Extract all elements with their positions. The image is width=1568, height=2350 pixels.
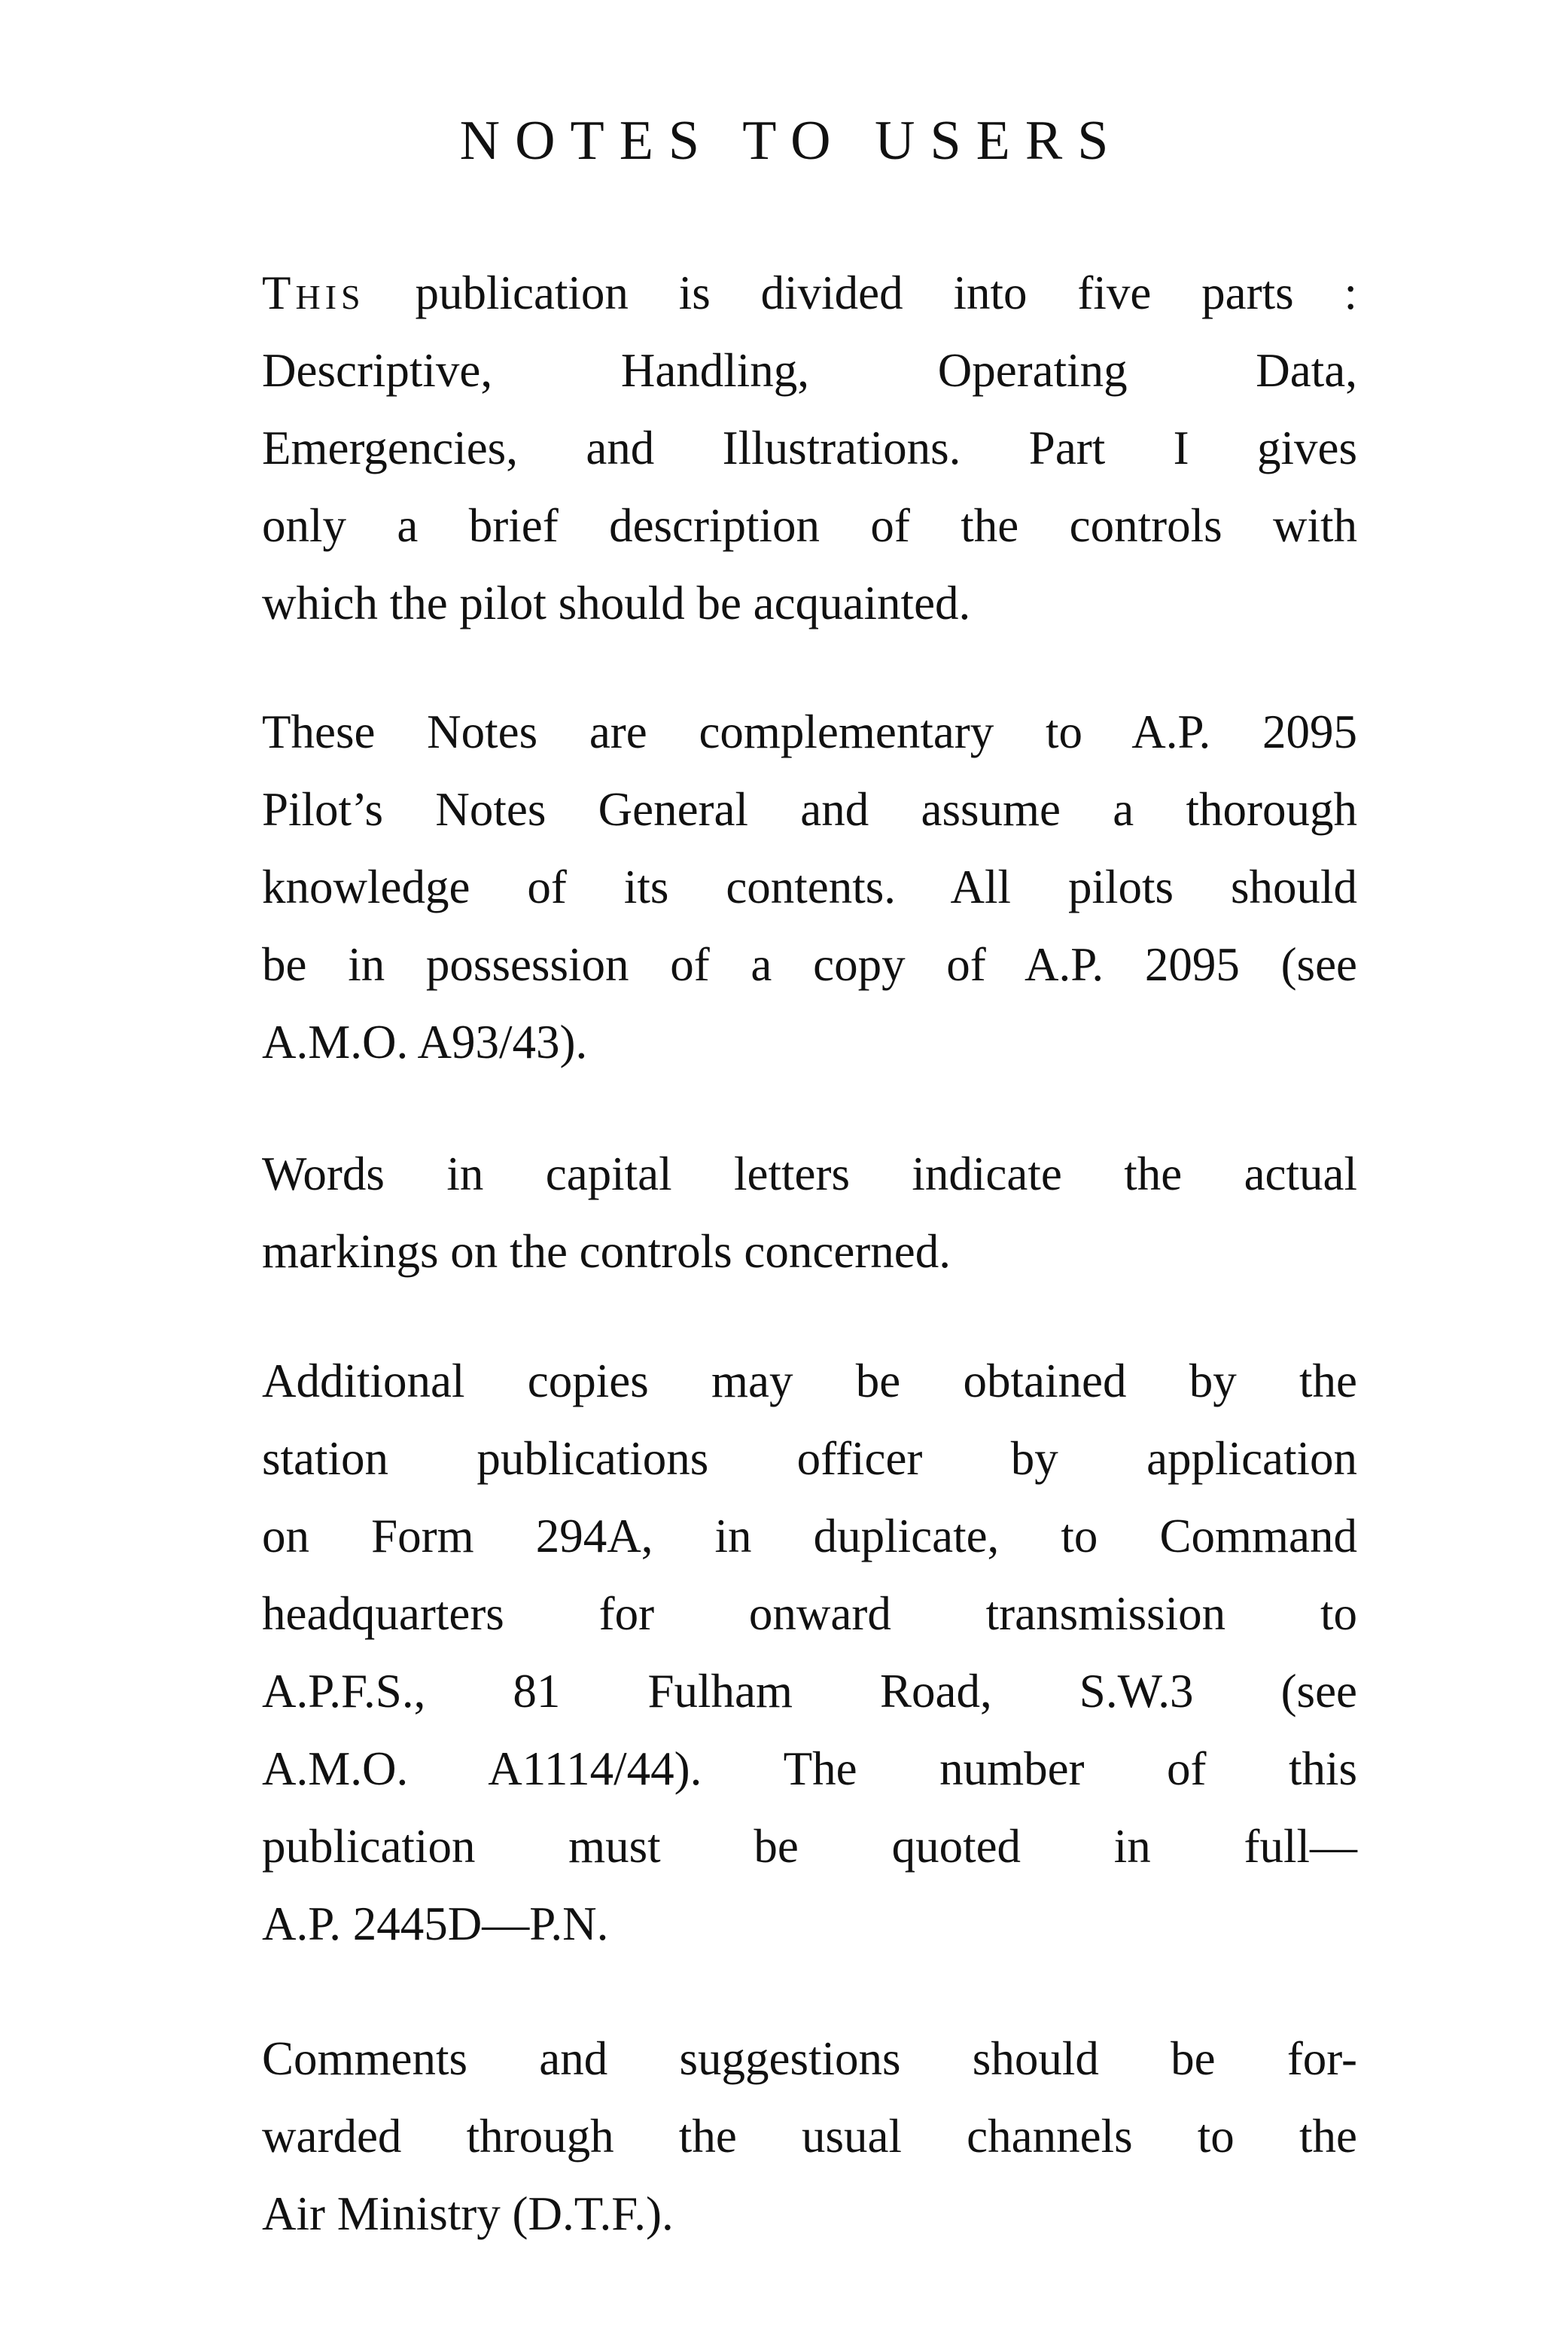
line-text: publication is divided into five parts : bbox=[364, 267, 1357, 319]
paragraph-line: be in possession of a copy of A.P. 2095 (see bbox=[262, 938, 1357, 991]
paragraph-line bbox=[262, 255, 1357, 332]
paragraph-capital-letters bbox=[262, 1135, 1357, 1291]
paragraph-comments bbox=[262, 2020, 1357, 2253]
paragraph-line: Descriptive, Handling, Operating Data, bbox=[262, 344, 1357, 397]
paragraph-publication-parts bbox=[262, 255, 1357, 642]
paragraph-line: Comments and suggestions should be for- bbox=[262, 2032, 1357, 2085]
paragraph-line: Emergencies, and Illustrations. Part I gives bbox=[262, 422, 1357, 474]
paragraph-line: A.M.O. A1114/44). The number of this bbox=[262, 1742, 1357, 1795]
paragraph-line: Air Ministry (D.T.F.). bbox=[262, 2187, 674, 2240]
paragraph-line: warded through the usual channels to the bbox=[262, 2110, 1357, 2163]
paragraph-line: markings on the controls concerned. bbox=[262, 1225, 951, 1278]
paragraph-complementary-notes bbox=[262, 693, 1357, 1081]
paragraph-line: These Notes are complementary to A.P. 2095 bbox=[262, 706, 1357, 758]
paragraph-line: publication must be quoted in full— bbox=[262, 1820, 1357, 1873]
paragraph-additional-copies bbox=[262, 1343, 1357, 1963]
paragraph-line: A.P. 2445D—P.N. bbox=[262, 1897, 609, 1950]
paragraph-line: which the pilot should be acquainted. bbox=[262, 577, 971, 629]
small-caps-word: HIS bbox=[295, 278, 365, 316]
paragraph-line: A.P.F.S., 81 Fulham Road, S.W.3 (see bbox=[262, 1665, 1357, 1718]
paragraph-line: station publications officer by application bbox=[262, 1432, 1357, 1485]
paragraph-line: only a brief description of the controls with bbox=[262, 499, 1357, 552]
paragraph-line: on Form 294A, in duplicate, to Command bbox=[262, 1510, 1357, 1562]
paragraph-line: Pilot’s Notes General and assume a thorough bbox=[262, 783, 1357, 836]
paragraph-line: Words in capital letters indicate the actual bbox=[262, 1148, 1357, 1200]
paragraph-line: A.M.O. A93/43). bbox=[262, 1016, 588, 1068]
page-title: NOTES TO USERS bbox=[459, 110, 1124, 172]
paragraph-line: knowledge of its contents. All pilots should bbox=[262, 861, 1357, 913]
drop-initial: T bbox=[262, 267, 296, 319]
paragraph-line: Additional copies may be obtained by the bbox=[262, 1355, 1357, 1407]
paragraph-line: headquarters for onward transmission to bbox=[262, 1587, 1357, 1640]
